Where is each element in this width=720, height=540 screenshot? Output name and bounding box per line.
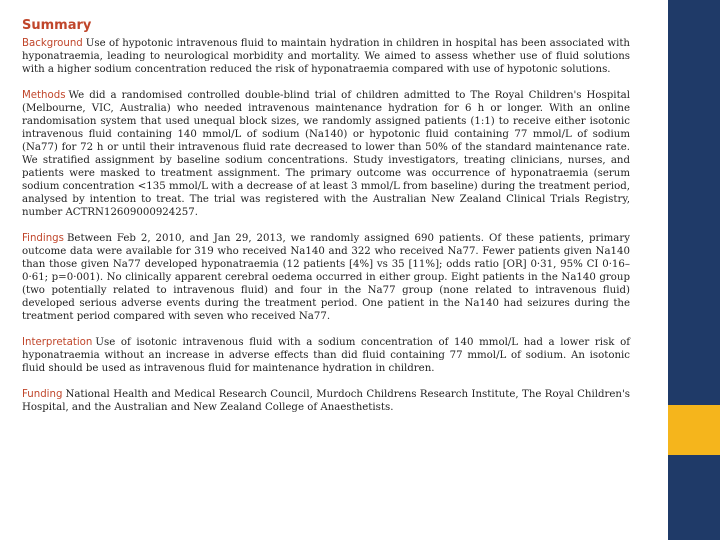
abstract [22,18,630,427]
side-band [668,0,720,540]
section-heading-funding: Funding [22,389,63,400]
side-accent-block [668,405,720,455]
section-findings [22,232,630,323]
section-text-interpretation: Use of isotonic intravenous fluid with a sodium concentration of 140 mmol/L had a lower risk of hyponatraemia without an increase in adverse effects than did fluid containing 77 mmol/L of sodium. An isotonic fluid should be used as intravenous fluid for maintenance hydration in children. [22,337,630,374]
section-text-funding: National Health and Medical Research Council, Murdoch Childrens Research Institute, The Royal Children's Hospital, and the Australian and New Zealand College of Anaesthetists. [22,389,630,413]
section-text-methods: We did a randomised controlled double-blind trial of children admitted to The Royal Children's Hospital (Melbourne, VIC, Australia) who needed intravenous maintenance hydration for 6 h or longer. With an online randomisation system that used unequal block sizes, we randomly assigned patients (1:1) to receive either isotonic intravenous fluid containing 140 mmol/L of sodium (Na140) or hypotonic fluid containing 77 mmol/L of sodium (Na77) for 72 h or until their intravenous fluid rate decreased to lower than 50% of the standard maintenance rate. We stratified assignment by baseline sodium concentrations. Study investigators, treating clinicians, nurses, and patients were masked to treatment assignment. The primary outcome was occurrence of hyponatraemia (serum sodium concentration <135 mmol/L with a decrease of at least 3 mmol/L from baseline) during the treatment period, analysed by intention to treat. The trial was registered with the Australian New Zealand Clinical Trials Registry, number ACTRN12609000924257. [22,90,630,218]
section-heading-methods: Methods [22,90,66,101]
section-text-background: Use of hypotonic intravenous fluid to maintain hydration in children in hospital has been associated with hyponatraemia, leading to neurological morbidity and mortality. We aimed to assess whether use of fluid solutions with a higher sodium concentration reduced the risk of hyponatraemia compared with use of hypotonic solutions. [22,38,630,75]
section-funding [22,388,630,414]
section-methods [22,89,630,219]
section-heading-interpretation: Interpretation [22,337,93,348]
section-interpretation [22,336,630,375]
section-heading-background: Background [22,38,83,49]
section-text-findings: Between Feb 2, 2010, and Jan 29, 2013, we randomly assigned 690 patients. Of these patients, primary outcome data were available for 319 who received Na140 and 322 who received Na77. Fewer patients given Na140 than those given Na77 developed hyponatraemia (12 patients [4%] vs 35 [11%]; odds ratio [OR] 0·31, 95% CI 0·16–0·61; p=0·001). No clinically apparent cerebral oedema occurred in either group. Eight patients in the Na140 group (two potentially related to intravenous fluid) and four in the Na77 group (none related to intravenous fluid) developed serious adverse events during the treatment period. One patient in the Na140 had seizures during the treatment period compared with seven who received Na77. [22,233,630,322]
section-heading-findings: Findings [22,233,64,244]
summary-title: Summary [22,18,92,33]
section-background [22,37,630,76]
